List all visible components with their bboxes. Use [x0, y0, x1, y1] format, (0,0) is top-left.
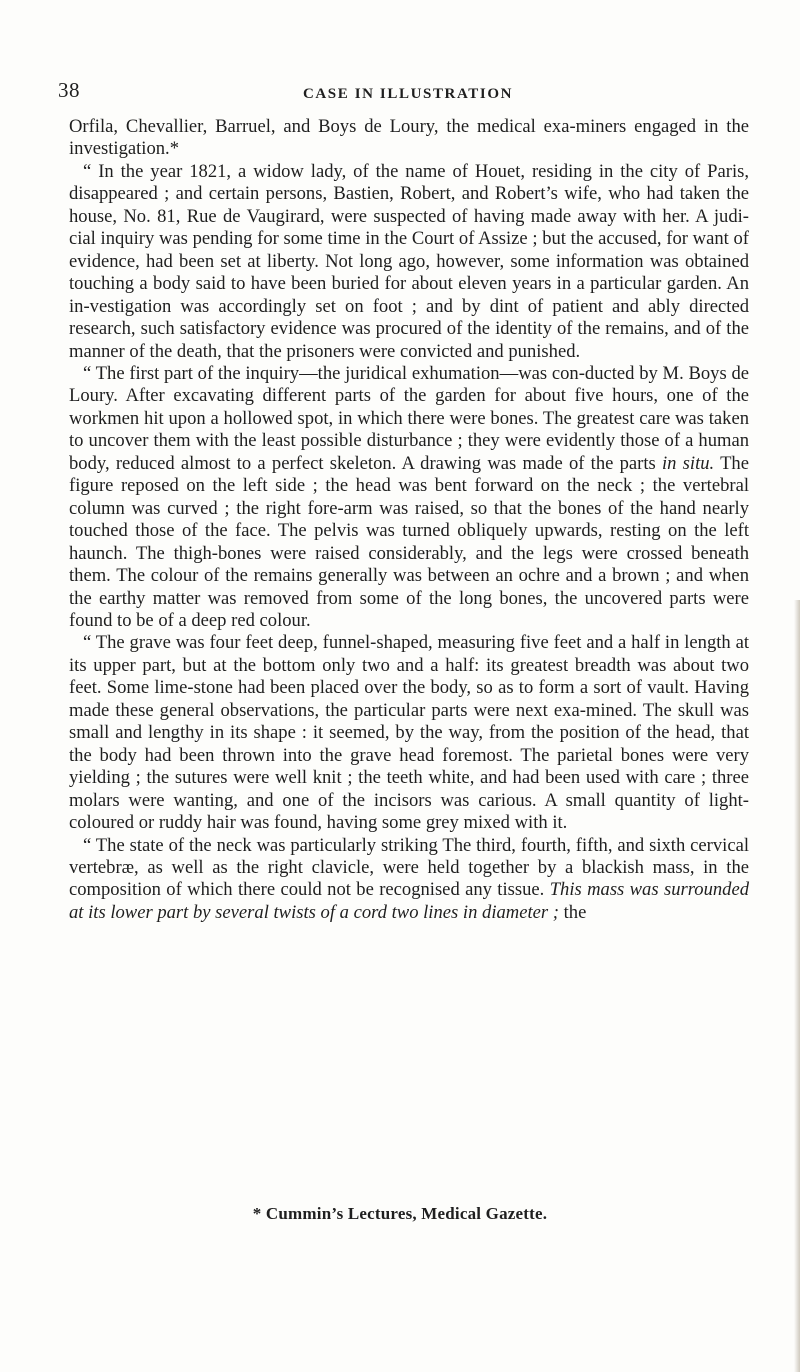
page-header — [58, 78, 758, 108]
body-text — [69, 116, 749, 924]
paragraph-5 — [69, 835, 749, 925]
page-edge-shadow — [794, 600, 800, 1372]
paragraph-1: Orfila, Chevallier, Barruel, and Boys de Loury, the medical exa-miners engaged in the investigation.* — [69, 116, 749, 160]
paragraph-3-text-after: The figure reposed on the left side ; the head was bent forward on the neck ; the vertebral column was curved ; the right fore-arm was raised, so that the bones of the hand nearly touched those of the face. The pelvis was turned obliquely upwards, resting on the left haunch. The thigh-bones were raised considerably, and the legs were crossed beneath them. The colour of the remains generally was between an ochre and a brown ; and when the earthy matter was removed from some of the long bones, the uncovered parts were found to be of a deep red colour. — [69, 452, 749, 631]
paragraph-5-text-after: the — [558, 901, 587, 923]
running-head: CASE IN ILLUSTRATION — [302, 86, 514, 102]
paragraph-5-italic: This mass was surrounded at its lower part by several twists of a cord two lines in diameter ; — [69, 879, 750, 923]
page-number: 38 — [58, 78, 80, 102]
paragraph-5-text-before: “ The state of the neck was particularly striking The third, fourth, fifth, and sixth cervical vertebræ, as well as the right clavicle, were held together by a blackish mass, in the composition of which there could not be recognised any tissue. — [69, 834, 749, 901]
footnote: * Cummin’s Lectures, Medical Gazette. — [252, 1204, 548, 1223]
paragraph-3 — [69, 363, 749, 632]
paragraph-4: “ The grave was four feet deep, funnel-shaped, measuring five feet and a half in length at its upper part, but at the bottom only two and a half: its greatest breadth was about two feet. Some lime-stone had been placed over the body, so as to form a sort of vault. Having made these general observations, the particular parts were next exa-mined. The skull was small and lengthy in its shape : it seemed, by the way, from the position of the head, that the body had been thrown into the grave head foremost. The parietal bones were very yielding ; the sutures were well knit ; the teeth white, and had been used with care ; three molars were wanting, and one of the incisors was carious. A small quantity of light-coloured or ruddy hair was found, having some grey mixed with it. — [69, 632, 749, 834]
paragraph-3-text-before: “ The first part of the inquiry—the juridical exhumation—was con-ducted by M. Boys de Loury. After excavating different parts of the garden for about five hours, one of the workmen hit upon a hollowed spot, in which there were bones. The greatest care was taken to uncover them with the least possible disturbance ; they were evidently those of a human body, reduced almost to a perfect skeleton. A drawing was made of the parts — [69, 362, 749, 474]
paragraph-3-italic: in situ. — [661, 452, 715, 474]
paragraph-2: “ In the year 1821, a widow lady, of the name of Houet, residing in the city of Paris, disappeared ; and certain persons, Bastien, Robert, and Robert’s wife, who had taken the house, No. 81, Rue de Vaugirard, were suspected of having made away with her. A judi-cial inquiry was pending for some time in the Court of Assize ; but the accused, for want of evidence, had been set at liberty. Not long ago, however, some information was obtained touching a body said to have been buried for about eleven years in a particular garden. An in-vestigation was accordingly set on foot ; and by dint of patient and ably directed research, such satisfactory evidence was procured of the identity of the remains, and of the manner of the death, that the prisoners were convicted and punished. — [69, 160, 749, 362]
